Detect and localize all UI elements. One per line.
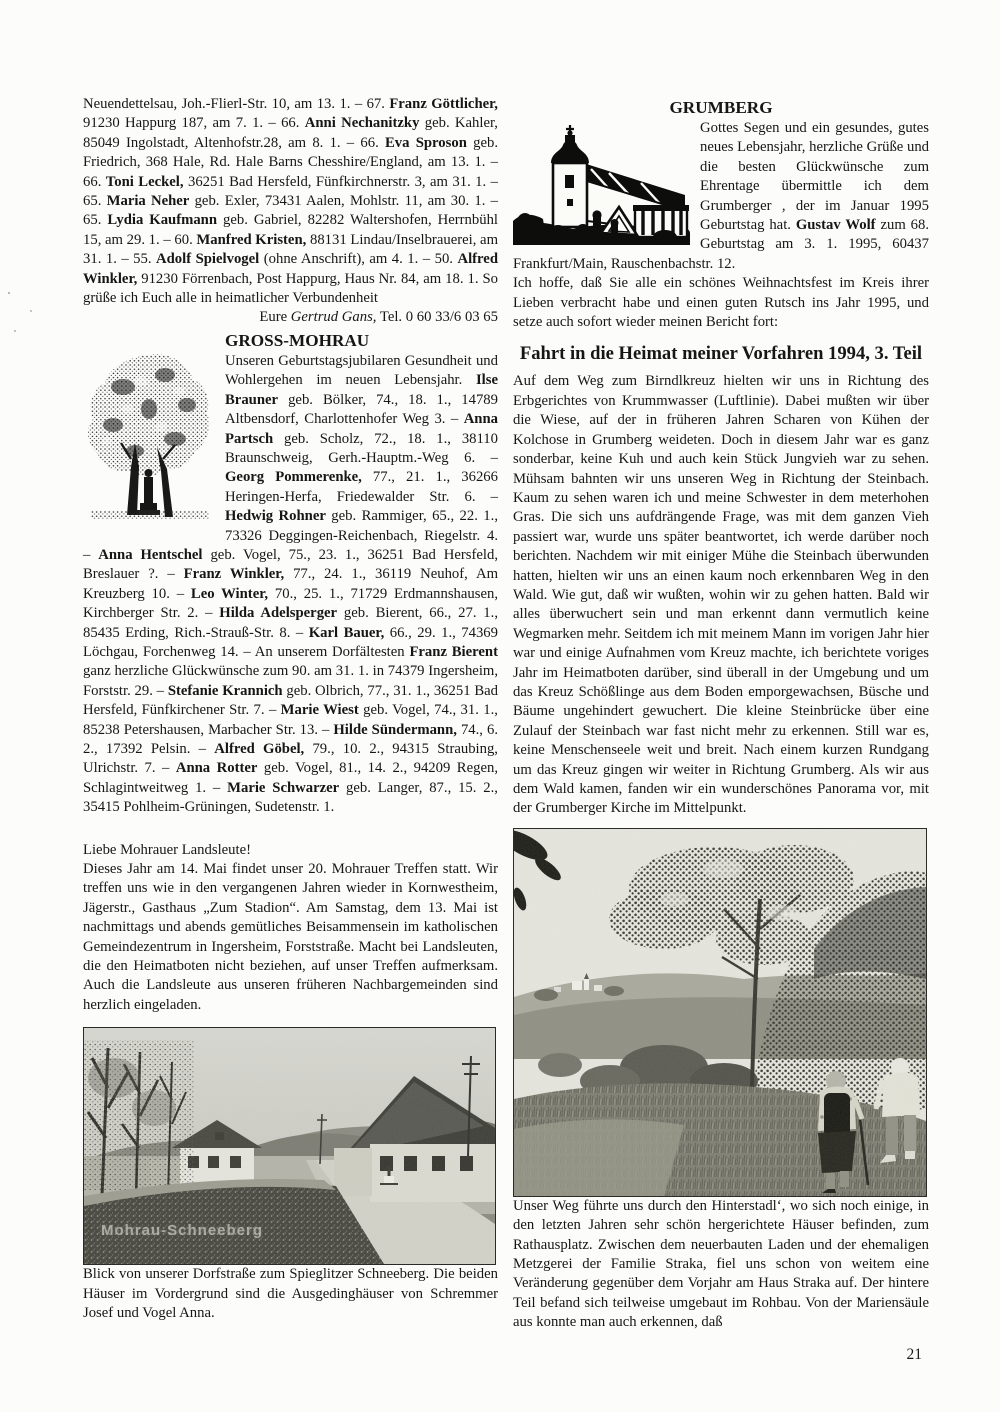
village-street-photo-figure	[83, 1027, 498, 1265]
tree-illustration	[83, 347, 215, 523]
gross-mohrau-birthday-list: Unseren Geburtstagsjubilaren Gesundheit und Wohlergehen im neuen Lebensjahr. Ilse Brauner geb. Bölker, 74., 18. 1., 14789 Altbensdorf, Charlottenhofer Weg 3. – Anna Partsch geb. Scholz, 72., 18. 1., 38110 Braunschweig, Gerh.-Hauptm.-Weg 6. – Georg Pommerenke, 77., 21. 1., 36266 Heringen-Herfa, Friedewalder Str. 6. – Hedwig Rohner geb. Rammiger, 65., 22. 1., 73326 Deggingen-Reichenbach, Riegelstr. 4. – Anna Hentschel geb. Vogel, 75., 23. 1., 36251 Bad Hersfeld, Breslauer ?. – Franz Winkler, 77., 24. 1., 36119 Neuhof, Am Kreuzberg 10. – Leo Winter, 70., 25. 1., 71729 Erdmannshausen, Kirchberger Str. 2. – Hilda Adelsperger geb. Bierent, 66., 27. 1., 85435 Erding, Rich.-Strauß-Str. 8. – Karl Bauer, 66., 29. 1., 74369 Löchgau, Forchenweg 14. – An unserem Dorfältesten Franz Bierent ganz herzliche Glückwünsche zum 90. am 31. 1. in 74379 Ingersheim, Forststr. 29. – Stefanie Krannich geb. Olbrich, 77., 31. 1., 36251 Bad Hersfeld, Fünfkirchener Str. 7. – Marie Wiest geb. Vogel, 74., 31. 1., 85238 Petershausen, Marbacher Str. 13. – Hilde Sündermann, 74., 6. 2., 17392 Pelsin. – Alfred Göbel, 79., 10. 2., 94315 Straubing, Ulrichstr. 7. – Anna Rotter geb. Vogel, 81., 14. 2., 94209 Regen, Schlagintweitweg 1. – Marie Schwarzer geb. Langer, 87., 15. 2., 35415 Pohlheim-Grüningen, Sudetenstr. 1.	[83, 352, 499, 816]
page-number: 21	[906, 1346, 922, 1363]
church-illustration	[513, 121, 690, 245]
photo-watermark: Mohrau-Schneeberg	[101, 1222, 264, 1240]
birthday-list-continued: Neuendettelsau, Joh.-Flierl-Str. 10, am 13. 1. – 67. Franz Göttlicher, 91230 Happurg 187, am 7. 1. – 66. Anni Nechanitzky geb. Kahler, 85049 Ingolstadt, Altenhofstr.28, am 8. 1. – 66. Eva Sproson geb. Friedrich, 368 Hale, Rd. Hale Barns Chesshire/England, am 13. 1. – 66. Toni Leckel, 36251 Bad Hersfeld, Fünfkirchnerstr. 3, am 31. 1. – 65. Maria Neher geb. Exler, 73431 Aalen, Mohlstr. 11, am 30. 1. – 65. Lydia Kaufmann geb. Gabriel, 82282 Waltershofen, Herrnbühl 15, am 29. 1. – 60. Manfred Kristen, 88131 Lindau/Inselbrauerei, am 31. 1. – 55. Adolf Spielvogel (ohne Anschrift), am 4. 1. – 50. Alfred Winkler, 91230 Förrenbach, Post Happurg, Haus Nr. 84, am 18. 1. So grüße ich Euch alle in heimatlicher Verbundenheit	[83, 96, 499, 307]
meeting-notice	[83, 841, 498, 1016]
section-gross-mohrau	[83, 331, 498, 818]
gross-mohrau-title: GROSS-MOHRAU	[225, 330, 370, 350]
meeting-notice-salutation: Liebe Mohrauer Landsleute!	[83, 841, 252, 858]
article-paragraph-1: Auf dem Weg zum Birndlkreuz hielten wir uns in Richtung des Erbgerichtes von Krummwasser (Luftlinie). Dabei mußten wir über die Wiese, auf der in früheren Jahren Scharen von Kühen der Kolchose in Grumberg weideten. Doch in diesem Jahr war es ganz sonderbar, keine Kuh und auch kein Stück Jungvieh war zu sehen. Mühsam bahnten wir uns unseren Weg in Richtung der Steinbach. Kaum zu sehen waren ich und meine Schwester in dem meterhohen Gras. Die sich uns aufdrängende Frage, was mit dem ganzen Vieh passiert war, wurde uns später beantwortet, ich werde darüber noch berichten. Nachdem wir mit einiger Mühe die Steinbach überwunden hatten, hielten wir uns an einen kaum noch erkennbaren Weg in den Wald. Wie gut, daß wir wußten, wohin wir zu gehen hatten. Bald wir alles überwuchert sein und man erkennt dann vermutlich keine Wegmarken mehr. Seitdem ich mit meinem Mann im vorigen Jahr hier war und einige Aufnahmen vom Kreuz machte, ich berichtete voriges Jahr im Heimatboten darüber, sind überall in der Umgebung und um das Kreuz Schößlinge aus dem Boden emporgewachsen, Büsche und Bäume ungehindert gewuchert. Die kleine Steinbrücke über eine Zulauf der Steinbach war fast nicht mehr zu erkennen. Still war es, keine Menschenseele weit und breit. Nach einem kurzen Rundgang um das Kreuz gingen wir weiter in Richtung Grumberg. Als wir aus dem Wald kamen, fanden wir ein wunderschönes Panorama vor, mit der Grumberger Kirche im Mittelpunkt.	[513, 373, 929, 817]
signature-line: Eure Gertrud Gans, Tel. 0 60 33/6 03 65	[259, 309, 498, 326]
meeting-notice-text: Dieses Jahr am 14. Mai findet unser 20. Mohrauer Treffen statt. Wir treffen uns wie in den vergangenen Jahren wieder in Kornwestheim, Jägerstr., Gasthaus „Zum Stadion“. Am Samstag, dem 13. Mai ist nachmittags und abends gemütliches Beisammensein im katholischen Gemeindezentrum in Ingersheim, Forststraße. Macht bei Landsleuten, die den Heimatboten nicht beziehen, auf unser Treffen aufmerksam. Auch die Landsleute aus unseren früheren Nachbargemeinden sind herzlich eingeladen.	[83, 861, 498, 1013]
report-intro-text: Ich hoffe, daß Sie alle ein schönes Weihnachtsfest im Kreis ihrer Lieben verbracht habe und einen guten Rutsch ins Jahr 1995, und setze auch sofort wieder meinen Bericht fort:	[513, 275, 929, 331]
hiking-photo	[513, 828, 927, 1197]
hiking-photo-figure	[513, 828, 929, 1197]
left-column	[83, 95, 498, 1324]
scan-speckle-artifacts	[8, 292, 10, 294]
section-grumberg	[513, 119, 929, 274]
article-paragraph-2: Unser Weg führte uns durch den Hinterstadl‘, wo sich noch einige, in den letzten Jahren sehr schön hergerichtete Häuser befinden, zum Rathausplatz. Zwischen dem neuerbauten Laden und der ehemaligen Metzgerei der Familie Straka, fiel uns schon von weitem eine Veränderung gegenüber dem Vorjahr am Haus Straka auf. Der hintere Teil befand sich teilweise umgebaut im Rohbau. Von der Mariensäule aus konnte man auch erkennen, daß	[513, 1197, 929, 1331]
grumberg-birthday-text: Gottes Segen und ein gesundes, gutes neues Lebensjahr, herzliche Grüße und die besten Glückwünsche zum Ehrentage übermittle ich dem Grumberger , der im Januar 1995 Geburtstag hat. Gustav Wolf zum 68. Geburtstag am 3. 1. 1995, 60437 Frankfurt/Main, Rauschenbachstr. 12.	[513, 120, 930, 272]
village-photo-caption: Blick von unserer Dorfstraße zum Spieglitzer Schneeberg. Die beiden Häuser im Vordergrund sind die Ausgedinghäuser von Schremmer Josef und Vogel Anna.	[83, 1266, 498, 1322]
grumberg-title: GRUMBERG	[669, 98, 773, 117]
right-column	[513, 95, 929, 1333]
article-title: Fahrt in die Heimat meiner Vorfahren 1994, 3. Teil	[519, 343, 923, 365]
